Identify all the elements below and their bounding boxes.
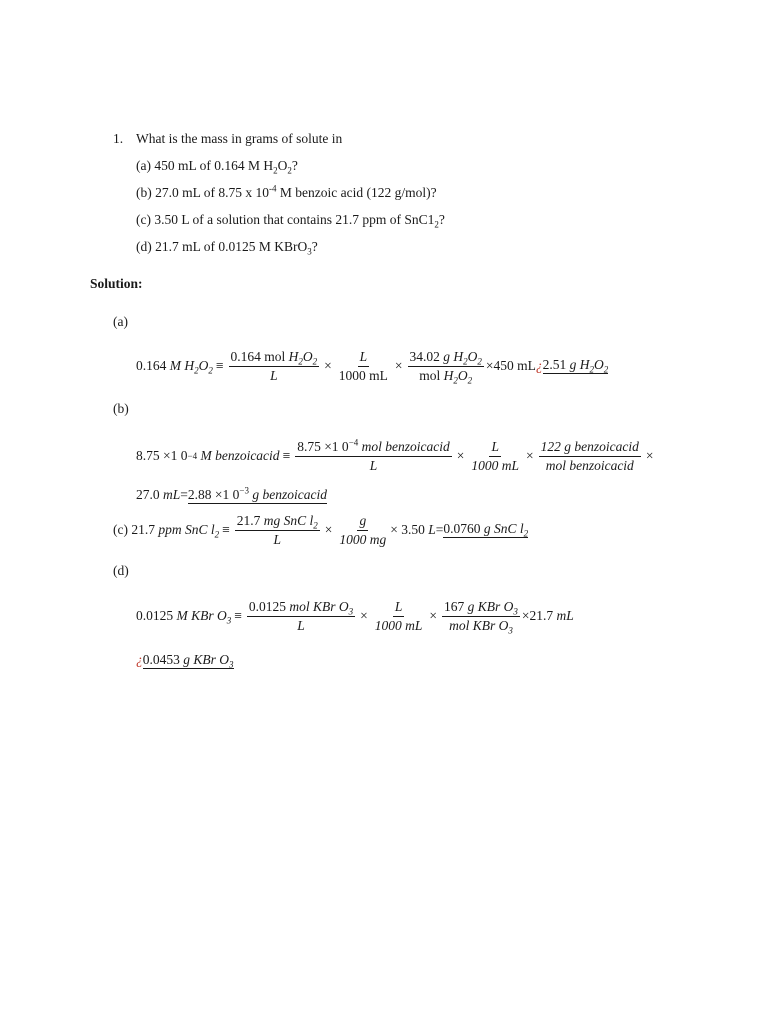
part-label: (d) [136, 239, 152, 254]
part-text: ? [291, 158, 298, 173]
solution-c-label: (c) [113, 522, 128, 538]
solution-c-equation: (c) 21.7 ppm SnC $l_2$ ≡ $\frac{21.7 mg SnC l_2}{L}$ × $\frac{g}{1000 mg}$ × 3.50 L = 0.0760 g SnC $l_2$ [113, 513, 529, 547]
error-glyph: ¿ [535, 358, 543, 374]
solution-b-label: (b) [113, 401, 129, 416]
fraction: $\frac{34.02 g H_2O_2}{mol H_2O_2}$ [409, 349, 482, 386]
solution-b-continuation: 27.0 mL=2.88 ×1 $0^{-3}$ g benzoicacid [136, 485, 327, 502]
solution-b-equation: 8.75 ×1 0 −4 M benzoicacid ≡ $\frac{8.75 \times 1 0^{-4} mol benzoicacid}{L}$ × $\frac{L}{1000 mL}$ × $\frac{\text{122 g benzoicacid}}{\text{mol benzoicacid}}$ × [136, 437, 654, 473]
part-text: 21.7 mL of 0.0125 M KBrO [155, 239, 308, 254]
fraction: $\frac{167 g KBr O_3}{mol KBr O_3}$ [444, 599, 518, 636]
part-text: O [277, 158, 288, 173]
superscript: -4 [269, 183, 277, 194]
multiplier: ×450 mL [485, 358, 536, 374]
lhs: 8.75 ×1 0 [136, 448, 188, 464]
lhs: 0.164 [136, 358, 167, 374]
part-text: ? [311, 239, 318, 254]
part-text: 3.50 L of a solution that contains 21.7 ppm of SnC1 [154, 212, 435, 227]
question-text: What is the mass in grams of solute in [136, 131, 343, 146]
fraction: $\frac{8.75 \times 1 0^{-4} mol benzoicacid}{L}$ [297, 437, 450, 473]
result: 0.0760 g SnC $l_2$ [443, 521, 529, 539]
subscript: 2 [434, 219, 439, 230]
question-part-a [136, 158, 298, 176]
part-text: 450 mL of 0.164 M H [154, 158, 274, 173]
error-glyph: ¿ [136, 652, 143, 667]
result: 2.88 ×1 $0^{-3}$ g benzoicacid [187, 485, 327, 502]
result: 0.0453 g KBr $O_3$ [142, 652, 234, 670]
solution-d-result-line [136, 652, 234, 670]
question-part-b [136, 183, 437, 200]
subscript: 2 [287, 165, 292, 176]
fraction: $\frac{g}{1000 mg}$ [339, 513, 387, 547]
part-text: 27.0 mL of 8.75 x 10 [155, 185, 269, 200]
subscript: 2 [273, 165, 278, 176]
part-label: (a) [136, 158, 151, 173]
subscript: 3 [307, 246, 312, 257]
fraction: $\frac{L}{1000 mL}$ [374, 599, 423, 633]
question-part-d [136, 239, 318, 257]
result: 2.51 g $H_2O_2$ [542, 357, 609, 375]
solution-a-label: (a) [113, 314, 128, 329]
fraction: $\frac{0.0125 mol KBr O_3}{L}$ [248, 599, 354, 633]
part-label: (c) [136, 212, 151, 227]
fraction: $\frac{21.7 mg SnC l_2}{L}$ [236, 513, 318, 547]
solution-d-label: (d) [113, 563, 129, 578]
solution-d-equation: 0.0125 M KBr $O_3$ ≡ $\frac{0.0125 mol KBr O_3}{L}$ × $\frac{L}{1000 mL}$ × $\frac{167 g KBr O_3}{mol KBr O_3}$ ×21.7 mL [136, 599, 574, 636]
part-label: (b) [136, 185, 152, 200]
question-part-c [136, 212, 445, 230]
fraction: $\frac{\text{122 g benzoicacid}}{\text{mol benzoicacid}}$ [540, 439, 639, 473]
part-text: ? [438, 212, 445, 227]
part-text: M benzoic acid (122 g/mol)? [276, 185, 437, 200]
question-number: 1. [113, 131, 124, 146]
fraction: $\frac{0.164 mol H_2O_2}{L}$ [230, 349, 318, 383]
solution-heading: Solution: [90, 276, 143, 291]
fraction: $\frac{L}{1000 mL}$ [338, 349, 388, 383]
fraction: $\frac{L}{1000 mL}$ [471, 439, 520, 473]
solution-a-equation: 0.164 M $H_2O_2$ ≡ $\frac{0.164 mol H_2O_2}{L}$ × $\frac{L}{1000 mL}$ × $\frac{34.02 g H_2O_2}{mol H_2O_2}$ ×450 mL ¿ 2.51 g $H_2O_2$ [136, 349, 609, 386]
